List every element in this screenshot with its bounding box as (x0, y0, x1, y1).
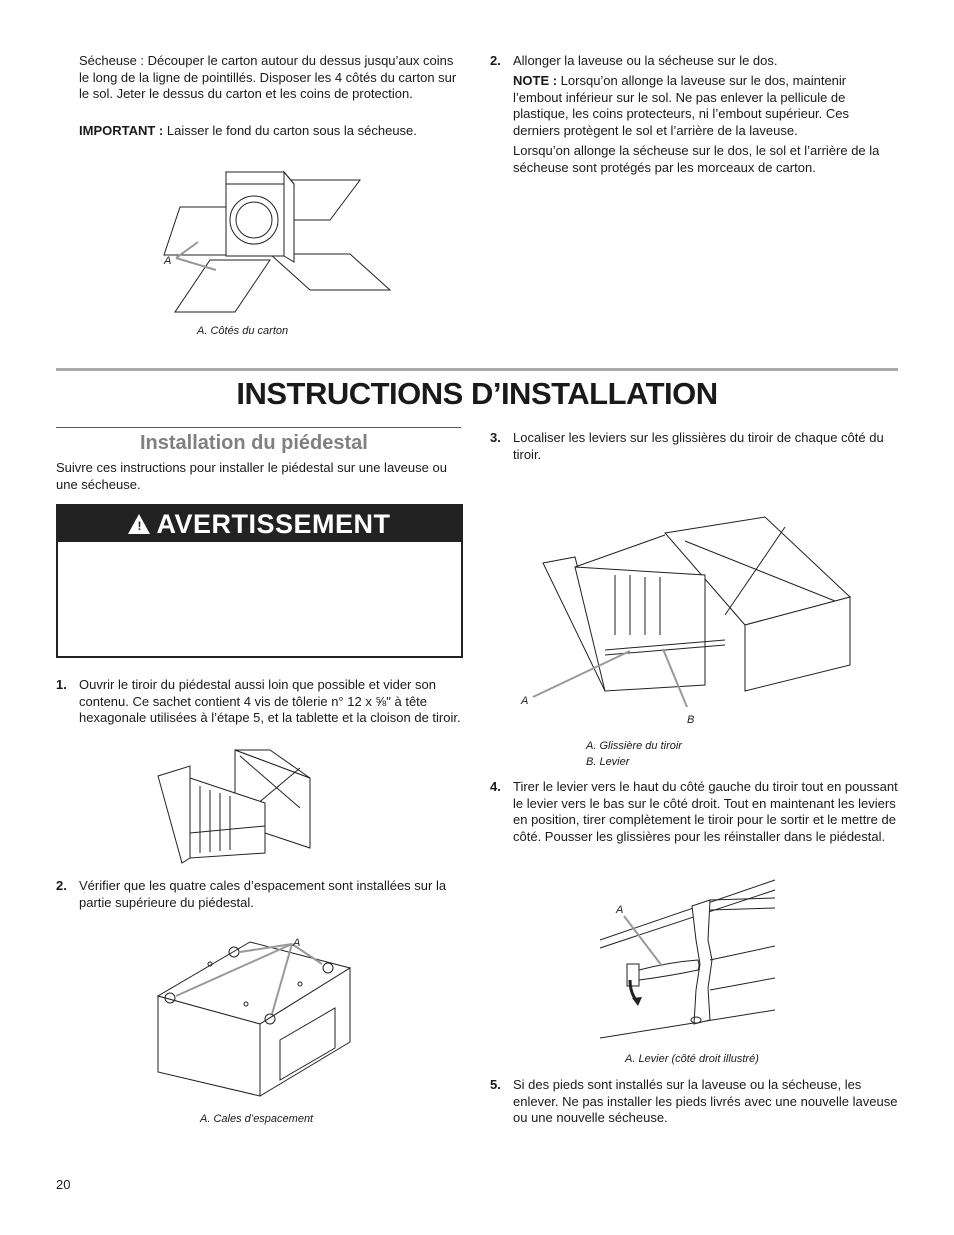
section-rule (56, 427, 461, 428)
step-5-number: 5. (490, 1077, 501, 1092)
dryer-carton-paragraph: Sécheuse : Découper le carton autour du dessus jusqu’aux coins le long de la ligne de pointillés. Disposer les 4 côtés du carton sur le sol. Jeter le dessus du carton et les coins de protection. (79, 53, 457, 101)
step-4-text: Tirer le levier vers le haut du côté gauche du tiroir tout en poussant le levier vers le bas sur le côté droit. Tout en maintenant les leviers en position, tirer complètement le tiroir pour le sortir et le mettre de côté. Pousser les glissières pour les réinstaller dans le piédestal. (513, 779, 898, 844)
page-title: INSTRUCTIONS D’INSTALLATION (236, 376, 718, 411)
intro-text: Suivre ces instructions pour installer le piédestal sur une laveuse ou une sécheuse. (56, 460, 447, 492)
slide-label-a: A (521, 695, 529, 707)
step-3-number: 3. (490, 430, 501, 445)
spacers-figure (150, 930, 360, 1100)
drawer-open-figure (150, 748, 320, 868)
step-1-number: 1. (56, 677, 67, 692)
warning-box (56, 504, 463, 658)
top-step-number: 2. (490, 53, 501, 68)
carton-figure-caption: A. Côtés du carton (197, 325, 289, 337)
important-text: Laisser le fond du carton sous la sécheuse. (163, 123, 417, 138)
step-1-text: Ouvrir le tiroir du piédestal aussi loin que possible et vider son contenu. Ce sachet contient 4 vis de tôlerie n° 12 x ⅝" à tête hexagonale utilisées à l’étape 5, et la tablette et la cloison de tiroir. (79, 677, 461, 725)
lever-figure-label: A (616, 904, 624, 916)
lever-caption: A. Levier (côté droit illustré) (625, 1053, 759, 1065)
drawer-caption-b: B. Levier (586, 756, 630, 768)
drawer-caption-a: A. Glissière du tiroir (586, 740, 682, 752)
step-2-number: 2. (56, 878, 67, 893)
drawer-slides-figure (515, 515, 855, 725)
carton-figure-label: A (164, 255, 172, 267)
spacers-caption: A. Cales d’espacement (200, 1113, 314, 1125)
washer-note (513, 73, 898, 139)
step-5-text: Si des pieds sont installés sur la laveuse ou la sécheuse, les enlever. Ne pas installer les pieds livrés avec une nouvelle laveuse ou une nouvelle sécheuse. (513, 1077, 898, 1125)
dryer-note: Lorsqu’on allonge la sécheuse sur le dos, le sol et l’arrière de la sécheuse sont protégés par les morceaux de carton. (513, 143, 880, 175)
note-label: NOTE : (513, 73, 558, 88)
important-label: IMPORTANT : (79, 123, 164, 138)
title-rule (56, 368, 898, 371)
warning-header (58, 506, 461, 542)
lever-detail-figure (600, 880, 780, 1040)
step-4-number: 4. (490, 779, 501, 794)
lever-label-b: B (687, 714, 695, 726)
page-number: 20 (56, 1177, 71, 1192)
section-title: Installation du piédestal (140, 432, 368, 454)
step-2-text: Vérifier que les quatre cales d’espacement sont installées sur la partie supérieure du piédestal. (79, 878, 447, 910)
step-3-text: Localiser les leviers sur les glissières du tiroir de chaque côté du tiroir. (513, 430, 884, 462)
carton-sides-figure (150, 150, 410, 320)
spacers-figure-label: A (293, 937, 301, 949)
note-text: Lorsqu’on allonge la laveuse sur le dos, maintenir l’embout inférieur sur le sol. Ne pas enlever la pellicule de plastique, les coins protecteurs, ni l’embout supérieur. Ces derniers protègent le sol et l’arrière de la laveuse. (513, 73, 850, 138)
warning-title: AVERTISSEMENT (156, 508, 391, 539)
top-step-text: Allonger la laveuse ou la sécheuse sur le dos. (513, 53, 778, 68)
warning-triangle-icon: ! (128, 514, 150, 534)
important-note (79, 123, 464, 140)
